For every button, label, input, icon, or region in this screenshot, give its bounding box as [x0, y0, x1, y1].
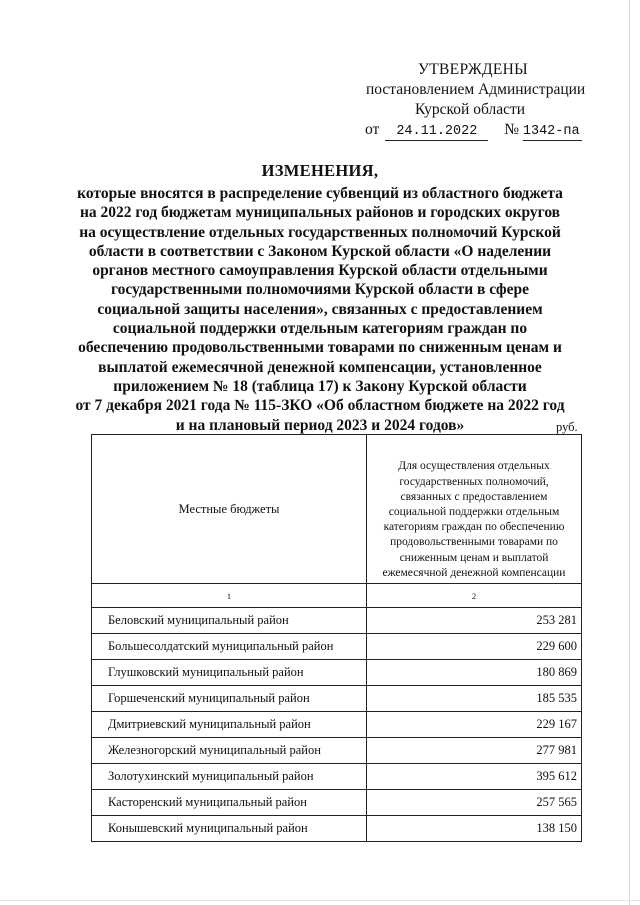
heading-body	[70, 184, 570, 435]
table-row	[92, 816, 582, 842]
heading-line: на осуществление отдельных государственных полномочий Курской	[79, 223, 561, 241]
table-row	[92, 660, 582, 686]
district-amount: 277 981	[367, 738, 582, 764]
district-name: Дмитриевский муниципальный район	[92, 712, 367, 738]
table-row	[92, 686, 582, 712]
district-name: Золотухинский муниципальный район	[92, 764, 367, 790]
heading-title: ИЗМЕНЕНИЯ,	[261, 161, 379, 180]
approval-number: 1342-па	[522, 124, 580, 139]
approval-title: УТВЕРЖДЕНЫ	[418, 61, 528, 78]
col2-header-line: категориям граждан по обеспечению	[383, 521, 565, 534]
col2-header-line: продовольственными товарами по	[390, 536, 558, 549]
heading-line: и на плановый период 2023 и 2024 годов»	[175, 416, 465, 434]
table-row	[92, 712, 582, 738]
page-edge-bottom	[0, 900, 640, 901]
district-amount: 185 535	[367, 686, 582, 712]
page-edge-right	[629, 0, 630, 905]
col2-header-line: связанных с предоставлением	[400, 490, 548, 503]
heading-line: области в соответствии с Законом Курской области «О наделении	[88, 242, 552, 260]
heading-line: приложением № 18 (таблица 17) к Закону Курской области	[113, 377, 527, 395]
table-row	[92, 738, 582, 764]
from-label: от	[365, 121, 380, 138]
number-label: №	[504, 121, 519, 138]
district-name: Большесолдатский муниципальный район	[92, 634, 367, 660]
col2-number: 2	[367, 584, 582, 608]
heading-line: выплатой ежемесячной денежной компенсации, установленное	[98, 358, 542, 376]
col2-header-line: Для осуществления отдельных	[398, 460, 550, 473]
district-name: Конышевский муниципальный район	[92, 816, 367, 842]
approval-line-2: Курской области	[415, 101, 526, 118]
col2-header-line: сниженным ценам и выплатой	[399, 551, 549, 564]
district-name: Глушковский муниципальный район	[92, 660, 367, 686]
heading-line: государственными полномочиями Курской области в сфере	[110, 281, 530, 299]
approval-line-1: постановлением Администрации	[366, 81, 586, 98]
heading-line: на 2022 год бюджетам муниципальных районов и городских округов	[79, 204, 561, 222]
col2-header-line: государственных полномочий,	[399, 475, 549, 488]
heading-line: социальной защиты населения», связанных с предоставлением	[97, 300, 543, 318]
document-heading	[70, 160, 570, 435]
district-amount: 395 612	[367, 764, 582, 790]
district-amount: 257 565	[367, 790, 582, 816]
col2-header	[367, 435, 582, 584]
district-amount: 253 281	[367, 608, 582, 634]
approval-date: 24.11.2022	[385, 124, 488, 141]
col1-header: Местные бюджеты	[92, 435, 367, 584]
heading-line: органов местного самоуправления Курской области отдельными	[92, 262, 548, 280]
table-row	[92, 790, 582, 816]
district-amount: 180 869	[367, 660, 582, 686]
col2-header-line: ежемесячной денежной компенсации	[382, 566, 566, 579]
table-row	[92, 608, 582, 634]
district-amount: 229 167	[367, 712, 582, 738]
table-row	[92, 764, 582, 790]
currency-unit: руб.	[556, 420, 578, 434]
col2-header-line: социальной поддержки отдельным	[388, 505, 560, 518]
district-name: Беловский муниципальный район	[92, 608, 367, 634]
district-name: Железногорский муниципальный район	[92, 738, 367, 764]
district-name: Касторенский муниципальный район	[92, 790, 367, 816]
column-number-row	[92, 584, 582, 608]
heading-line: обеспечению продовольственными товарами по сниженным ценам и	[78, 339, 562, 357]
table-header-row	[92, 435, 582, 584]
table-row	[92, 634, 582, 660]
heading-line: от 7 декабря 2021 года № 115-ЗКО «Об областном бюджете на 2022 год	[75, 397, 565, 415]
district-name: Горшеченский муниципальный район	[92, 686, 367, 712]
col1-number: 1	[92, 584, 367, 608]
district-amount: 138 150	[367, 816, 582, 842]
subvention-table	[91, 434, 582, 842]
approval-date-line	[365, 120, 582, 141]
heading-line: социальной поддержки отдельным категориям граждан по	[112, 320, 528, 338]
district-amount: 229 600	[367, 634, 582, 660]
heading-line: которые вносятся в распределение субвенций из областного бюджета	[77, 185, 563, 202]
